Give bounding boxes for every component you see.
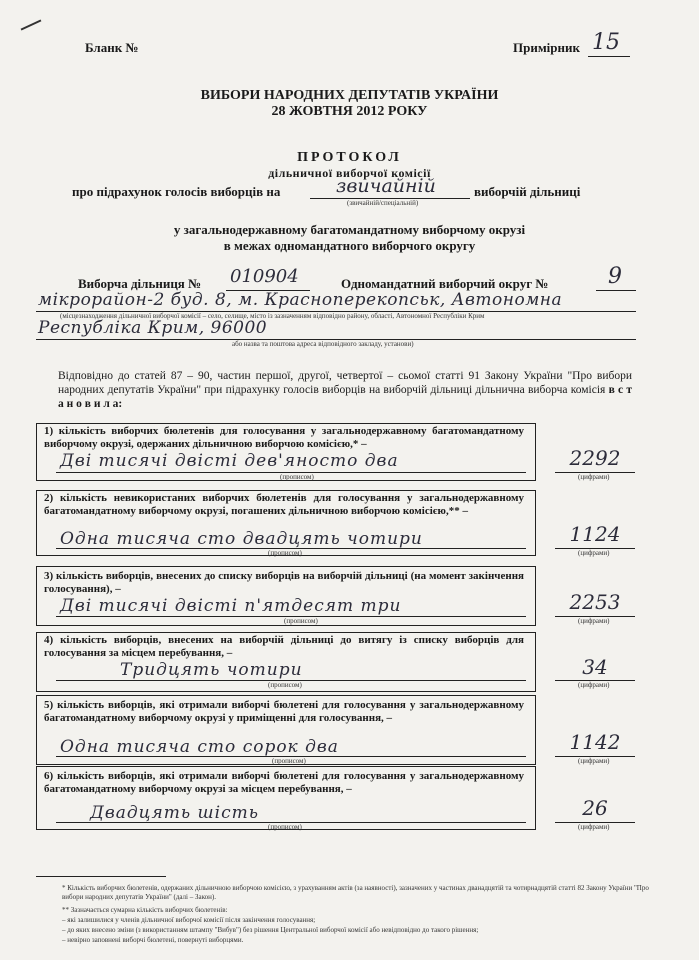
address-line1: мікрорайон-2 буд. 8, м. Красноперекопськ, Автономна: [38, 290, 563, 310]
section-1-words-hint: (прописом): [280, 473, 314, 481]
intro-text: Відповідно до статей 87 – 90, частин першої, другої, четвертої – сьомої статті 91 Закону України "Про вибори народних депутатів України" при підрахунку голосів виборців на виборчій дільниці дільнична виборча комісія: [58, 370, 632, 396]
election-title: ВИБОРИ НАРОДНИХ ДЕПУТАТІВ УКРАЇНИ: [200, 88, 499, 103]
pen-mark: [21, 19, 42, 30]
blank-label: Бланк №: [85, 40, 139, 55]
section-3-words-hint: (прописом): [284, 617, 318, 625]
section-2-words: Одна тисяча сто двадцять чотири: [60, 529, 423, 549]
section-5-digits-hint: (цифрами): [578, 757, 610, 765]
section-6-words: Двадцять шість: [90, 803, 259, 823]
station-type: звичайній: [336, 175, 436, 197]
station-number: 010904: [230, 266, 299, 287]
section-1-digits: 2292: [569, 446, 621, 470]
section-2-digits: 1124: [569, 522, 621, 546]
protocol-line4: в межах одномандатного виборчого округу: [223, 238, 476, 253]
section-4-words-hint: (прописом): [268, 681, 302, 689]
section-5-words: Одна тисяча сто сорок два: [60, 737, 339, 757]
section-4-text: 4) кількість виборців, внесених на виборчій дільниці до витягу із списку виборців для голосування за місцем перебування, –: [44, 634, 524, 659]
section-3-digits-hint: (цифрами): [578, 617, 610, 625]
section-2-words-hint: (прописом): [268, 549, 302, 557]
example-underline: [588, 56, 630, 57]
section-4-digits: 34: [582, 655, 608, 679]
section-6-words-hint: (прописом): [268, 823, 302, 831]
protocol-line2-prefix: про підрахунок голосів виборців на: [72, 184, 281, 199]
section-3-words: Дві тисячі двісті п'ятдесят три: [60, 596, 402, 616]
section-6-digits: 26: [582, 796, 608, 820]
section-3-digits: 2253: [569, 590, 621, 614]
section-1-text: 1) кількість виборчих бюлетенів для голосування у загальнодержавному багатомандатному виборчому окрузі, одержаних дільничною виборчою комісією,* –: [44, 425, 524, 450]
section-5-digits: 1142: [569, 730, 621, 754]
section-1-words: Дві тисячі двісті дев'яносто два: [60, 451, 399, 471]
address-line2: Республіка Крим, 96000: [38, 318, 268, 338]
district-number: 9: [608, 264, 622, 289]
station-label: Виборча дільниця №: [78, 276, 202, 291]
footnote-2: ** Зазначається сумарна кількість виборчих бюлетенів:: [62, 906, 228, 914]
footnote-3: – які залишилися у членів дільничної виборчої комісії після закінчення голосування;: [62, 916, 316, 924]
intro-emphasis: в с т а н о в и л а:: [58, 384, 633, 410]
district-number-underline: [596, 290, 636, 291]
section-6-digits-hint: (цифрами): [578, 823, 610, 831]
example-number: 15: [592, 30, 620, 55]
protocol-line3: у загальнодержавному багатомандатному виборчому окрузі: [173, 222, 526, 237]
protocol-heading: ПРОТОКОЛ: [297, 150, 402, 165]
district-label: Одномандатний виборчий округ №: [341, 276, 549, 291]
section-2-digits-hint: (цифрами): [578, 549, 610, 557]
example-label: Примірник: [513, 40, 580, 55]
section-5-text: 5) кількість виборців, які отримали виборчі бюлетені для голосування у загальнодержавному багатомандатному виборчому окрузі у приміщенні для голосування, –: [44, 699, 524, 724]
address-hint2: або назва та поштова адреса відповідного закладу, установи): [232, 340, 414, 348]
section-4-words: Тридцять чотири: [120, 660, 303, 680]
station-type-hint: (звичайній/спеціальній): [347, 199, 419, 207]
section-4-digits-hint: (цифрами): [578, 681, 610, 689]
footnote-separator: [36, 876, 166, 877]
protocol-line1: дільничної виборчої комісії: [268, 166, 431, 180]
protocol-line2-suffix: виборчій дільниці: [474, 184, 581, 199]
address-hint: (місцезнаходження дільничної виборчої комісії – село, селище, місто із зазначенням відповідно району, області, Автономної Республіки Крим: [60, 312, 485, 320]
footnote-4: – до яких внесено зміни (з використанням штампу "Вибув") без рішення Центральної виборчої комісії або невідповідно до такого рішення;: [62, 926, 479, 934]
section-2-text: 2) кількість невикористаних виборчих бюлетенів для голосування у загальнодержавному багатомандатному виборчому окрузі, погашених дільничною виборчою комісією,** –: [44, 492, 524, 517]
footnote-1: * Кількість виборчих бюлетенів, одержаних дільничною виборчою комісією, з урахуванням актів (за наявності), зазначених у частинах дванадцятій та чотирнадцятій статті 82 Закону України "Про вибори народних депутатів України" (далі – Закон).: [62, 884, 649, 901]
section-6-text: 6) кількість виборців, які отримали виборчі бюлетені для голосування у загальнодержавному багатомандатному виборчому окрузі за місцем перебування, –: [44, 770, 524, 795]
election-date: 28 ЖОВТНЯ 2012 РОКУ: [271, 104, 428, 119]
section-3-text: 3) кількість виборців, внесених до списку виборців на виборчій дільниці (на момент закінчення голосування), –: [44, 570, 524, 595]
section-1-digits-hint: (цифрами): [578, 473, 610, 481]
intro-paragraph: [58, 369, 632, 411]
section-5-words-hint: (прописом): [272, 757, 306, 765]
footnote-5: – невірно заповнені виборчі бюлетені, повернуті виборцями.: [62, 936, 244, 944]
